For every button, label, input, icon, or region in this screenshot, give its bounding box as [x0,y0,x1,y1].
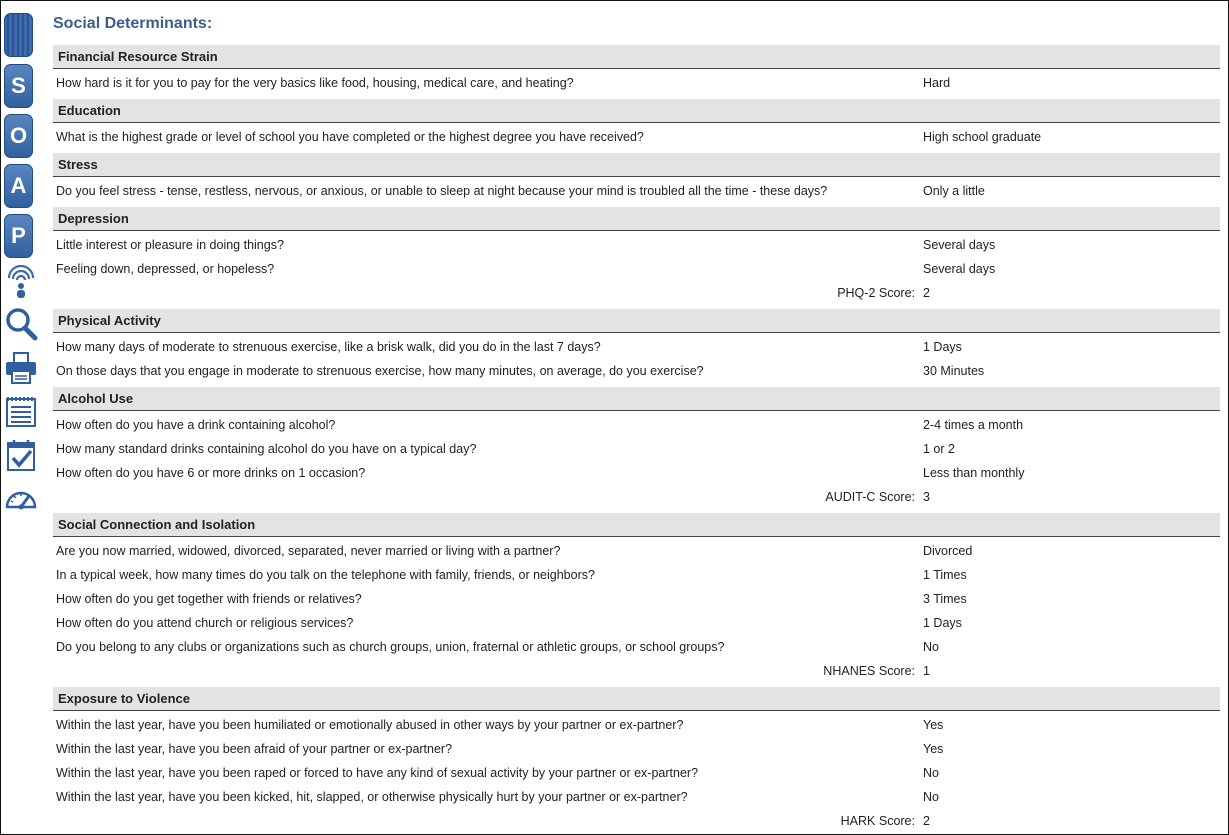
notes-icon[interactable] [4,394,38,428]
question-text: How often do you have a drink containing alcohol? [56,418,336,432]
score-label: NHANES Score: [823,664,915,678]
section-header-depression: Depression [53,207,1220,231]
soap-s-button[interactable]: S [4,64,33,108]
sidebar [1,1,41,834]
answer-text: No [923,766,939,780]
score-value: 2 [923,286,930,300]
checklist-icon[interactable] [4,438,38,472]
question-row [53,611,1220,635]
answer-text: Several days [923,262,996,276]
answer-text: Divorced [923,544,973,558]
question-row [53,71,1220,95]
question-text: Within the last year, have you been humiliated or emotionally abused in other ways by your partner or ex-partner? [56,718,684,732]
question-row [53,761,1220,785]
score-row [53,809,1220,833]
question-text: On those days that you engage in moderate to strenuous exercise, how many minutes, on average, do you exercise? [56,364,704,378]
question-row [53,635,1220,659]
answer-text: Only a little [923,184,985,198]
section-header-exposure-to-violence: Exposure to Violence [53,687,1220,711]
answer-text: Several days [923,238,996,252]
print-icon[interactable] [4,351,38,385]
question-row [53,461,1220,485]
question-row [53,335,1220,359]
page-title: Social Determinants: [53,15,213,32]
question-text: Little interest or pleasure in doing things? [56,238,284,252]
question-text: Do you feel stress - tense, restless, nervous, or anxious, or unable to sleep at night because your mind is troubled all the time - these days? [56,184,828,198]
question-text: What is the highest grade or level of school you have completed or the highest degree you have received? [56,130,644,144]
broadcast-person-icon[interactable] [4,265,38,299]
question-text: How many days of moderate to strenuous exercise, like a brisk walk, did you do in the last 7 days? [56,340,601,354]
question-row [53,437,1220,461]
question-text: How many standard drinks containing alcohol do you have on a typical day? [56,442,477,456]
answer-text: Less than monthly [923,466,1025,480]
answer-text: 3 Times [923,592,967,606]
score-label: PHQ-2 Score: [837,286,915,300]
question-text: How hard is it for you to pay for the very basics like food, housing, medical care, and heating? [56,76,574,90]
score-value: 3 [923,490,930,504]
question-text: How often do you get together with friends or relatives? [56,592,362,606]
answer-text: 1 or 2 [923,442,955,456]
section-header-education: Education [53,99,1220,123]
section-header-physical-activity: Physical Activity [53,309,1220,333]
question-row [53,713,1220,737]
question-row [53,359,1220,383]
question-row [53,413,1220,437]
question-text: Feeling down, depressed, or hopeless? [56,262,275,276]
answer-text: 30 Minutes [923,364,985,378]
answer-text: Yes [923,742,944,756]
question-row [53,233,1220,257]
question-text: In a typical week, how many times do you talk on the telephone with family, friends, or neighbors? [56,568,595,582]
question-text: Do you belong to any clubs or organizations such as church groups, union, fraternal or athletic groups, or school groups? [56,640,725,654]
question-row [53,737,1220,761]
score-row [53,281,1220,305]
gauge-icon[interactable] [4,481,38,515]
question-row [53,587,1220,611]
answer-text: No [923,790,939,804]
sidebar-menu-button[interactable] [4,13,33,57]
soap-a-button[interactable]: A [4,164,33,208]
question-row [53,539,1220,563]
score-label: HARK Score: [840,814,915,828]
answer-text: 2-4 times a month [923,418,1024,432]
score-label: AUDIT-C Score: [825,490,915,504]
score-value: 1 [923,664,930,678]
section-header-social-connection: Social Connection and Isolation [53,513,1220,537]
score-row [53,659,1220,683]
section-header-stress: Stress [53,153,1220,177]
score-value: 2 [923,814,930,828]
search-icon[interactable] [4,307,38,341]
answer-text: 1 Times [923,568,967,582]
question-row [53,563,1220,587]
question-row [53,179,1220,203]
answer-text: 1 Days [923,340,962,354]
question-text: Within the last year, have you been afraid of your partner or ex-partner? [56,742,453,756]
question-row [53,125,1220,149]
question-row [53,257,1220,281]
question-text: Are you now married, widowed, divorced, separated, never married or living with a partner? [56,544,561,558]
soap-o-button[interactable]: O [4,114,33,158]
answer-text: No [923,640,939,654]
question-text: How often do you attend church or religious services? [56,616,354,630]
question-text: Within the last year, have you been raped or forced to have any kind of sexual activity by your partner or ex-partner? [56,766,699,780]
score-row [53,485,1220,509]
question-row [53,785,1220,809]
question-text: How often do you have 6 or more drinks on 1 occasion? [56,466,366,480]
answer-text: High school graduate [923,130,1042,144]
section-header-alcohol-use: Alcohol Use [53,387,1220,411]
answer-text: 1 Days [923,616,962,630]
question-text: Within the last year, have you been kicked, hit, slapped, or otherwise physically hurt by your partner or ex-partner? [56,790,688,804]
section-header-financial: Financial Resource Strain [53,45,1220,69]
soap-p-button[interactable]: P [4,214,33,258]
answer-text: Hard [923,76,951,90]
answer-text: Yes [923,718,944,732]
